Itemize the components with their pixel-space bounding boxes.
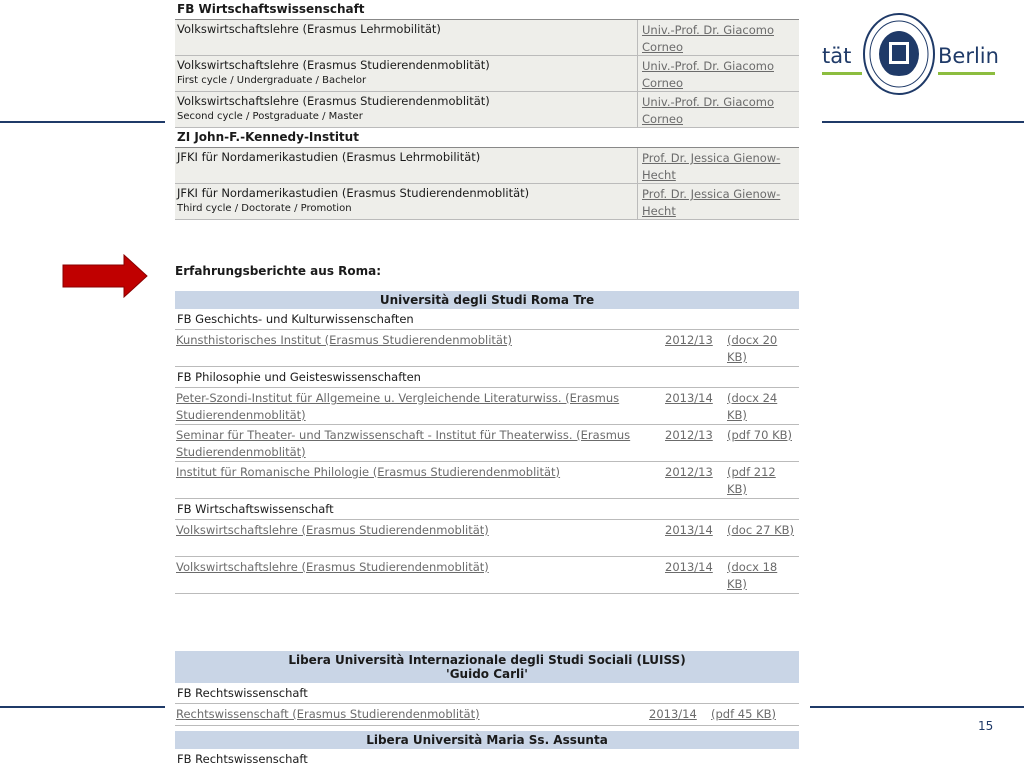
report-row [175,557,799,594]
report-year[interactable]: 2013/14 [665,560,713,574]
report-row [175,330,799,367]
report-file[interactable]: (pdf 212 KB) [727,465,776,496]
section-heading: FB Wirtschaftswissenschaft [175,0,799,20]
page-number: 15 [978,719,994,733]
contact-subtitle: Second cycle / Postgraduate / Master [177,111,363,122]
category-label: FB Rechtswissenschaft [177,752,308,766]
university-table [175,291,799,594]
category-label: FB Wirtschaftswissenschaft [175,499,799,520]
contact-row [175,184,799,220]
contact-link-cont[interactable]: Corneo [642,76,683,90]
contact-link[interactable]: Univ.-Prof. Dr. Giacomo [642,95,774,109]
contact-title: JFKI für Nordamerikastudien (Erasmus Studierendenmoblität) [177,186,530,200]
report-link[interactable]: Institut für Romanische Philologie (Erasmus Studierendenmoblität) [176,465,561,479]
report-year[interactable]: 2012/13 [665,333,713,347]
report-year[interactable]: 2013/14 [665,523,713,537]
contact-link[interactable]: Prof. Dr. Jessica Gienow- [642,187,781,201]
logo-accent-right [938,72,995,75]
contact-title: Volkswirtschaftslehre (Erasmus Studierendenmoblität) [177,58,490,72]
university-table [175,651,799,726]
report-file[interactable]: (docx 24 KB) [727,391,778,422]
contact-row [175,92,799,128]
reports-title: Erfahrungsberichte aus Roma: [175,264,382,278]
report-file[interactable]: (pdf 45 KB) [711,707,776,721]
university-heading: Libera Università Maria Ss. Assunta [175,731,799,749]
report-year[interactable]: 2012/13 [665,465,713,479]
frame-line-bottom-right [810,706,1024,708]
frame-line-bottom-left [0,706,165,708]
contacts-table [175,0,799,220]
report-link[interactable]: Volkswirtschaftslehre (Erasmus Studierendenmoblität) [176,523,489,537]
contact-row [175,56,799,92]
contact-title: Volkswirtschaftslehre (Erasmus Studierendenmoblität) [177,94,490,108]
contact-link[interactable]: Univ.-Prof. Dr. Giacomo [642,59,774,73]
report-row [175,520,799,557]
contact-link-cont[interactable]: Hecht [642,204,676,218]
section-heading: ZI John-F.-Kennedy-Institut [175,128,799,148]
report-year[interactable]: 2013/14 [665,391,713,405]
contact-subtitle: Third cycle / Doctorate / Promotion [177,203,352,214]
category-label: FB Philosophie und Geisteswissenschaften [175,367,799,388]
category-label: FB Geschichts- und Kulturwissenschaften [175,309,799,330]
report-link[interactable]: Peter-Szondi-Institut für Allgemeine u. Vergleichende Literaturwiss. (Erasmus Studierendenmoblität) [176,391,620,422]
report-row [175,704,799,726]
report-row [175,388,799,425]
university-heading: Libera Università Internazionale degli Studi Sociali (LUISS) 'Guido Carli' [175,651,799,683]
frame-line-top-right [822,121,1024,123]
contact-title: Volkswirtschaftslehre (Erasmus Lehrmobilität) [177,22,441,36]
contact-link[interactable]: Prof. Dr. Jessica Gienow- [642,151,781,165]
contact-link[interactable]: Univ.-Prof. Dr. Giacomo [642,23,774,37]
report-link[interactable]: Kunsthistorisches Institut (Erasmus Studierendenmoblität) [176,333,512,347]
report-file[interactable]: (docx 18 KB) [727,560,778,591]
contact-title: JFKI für Nordamerikastudien (Erasmus Lehrmobilität) [177,150,481,164]
report-link[interactable]: Seminar für Theater- und Tanzwissenschaft - Institut für Theaterwiss. (Erasmus Studierendenmoblität) [176,428,631,459]
contact-row [175,148,799,184]
report-link[interactable]: Volkswirtschaftslehre (Erasmus Studierendenmoblität) [176,560,489,574]
report-year[interactable]: 2012/13 [665,428,713,442]
report-row [175,462,799,499]
university-heading: Università degli Studi Roma Tre [175,291,799,309]
university-seal-icon [862,12,936,96]
contact-link-cont[interactable]: Hecht [642,168,676,182]
contact-link-cont[interactable]: Corneo [642,112,683,126]
frame-line-top-left [0,121,165,123]
logo-text-left: tät [822,44,852,68]
report-file[interactable]: (doc 27 KB) [727,523,795,537]
report-file[interactable]: (pdf 70 KB) [727,428,792,442]
logo-accent-left [822,72,862,75]
logo-text-right: Berlin [938,44,999,68]
contact-link-cont[interactable]: Corneo [642,40,683,54]
report-link[interactable]: Rechtswissenschaft (Erasmus Studierendenmoblität) [176,707,480,721]
report-year[interactable]: 2013/14 [649,707,697,721]
report-file[interactable]: (docx 20 KB) [727,333,778,364]
report-row [175,425,799,462]
contact-subtitle: First cycle / Undergraduate / Bachelor [177,75,367,86]
arrow-right-icon [62,254,148,298]
university-logo [822,12,1002,96]
university-table [175,731,799,769]
contact-row [175,20,799,56]
category-label: FB Rechtswissenschaft [175,683,799,704]
